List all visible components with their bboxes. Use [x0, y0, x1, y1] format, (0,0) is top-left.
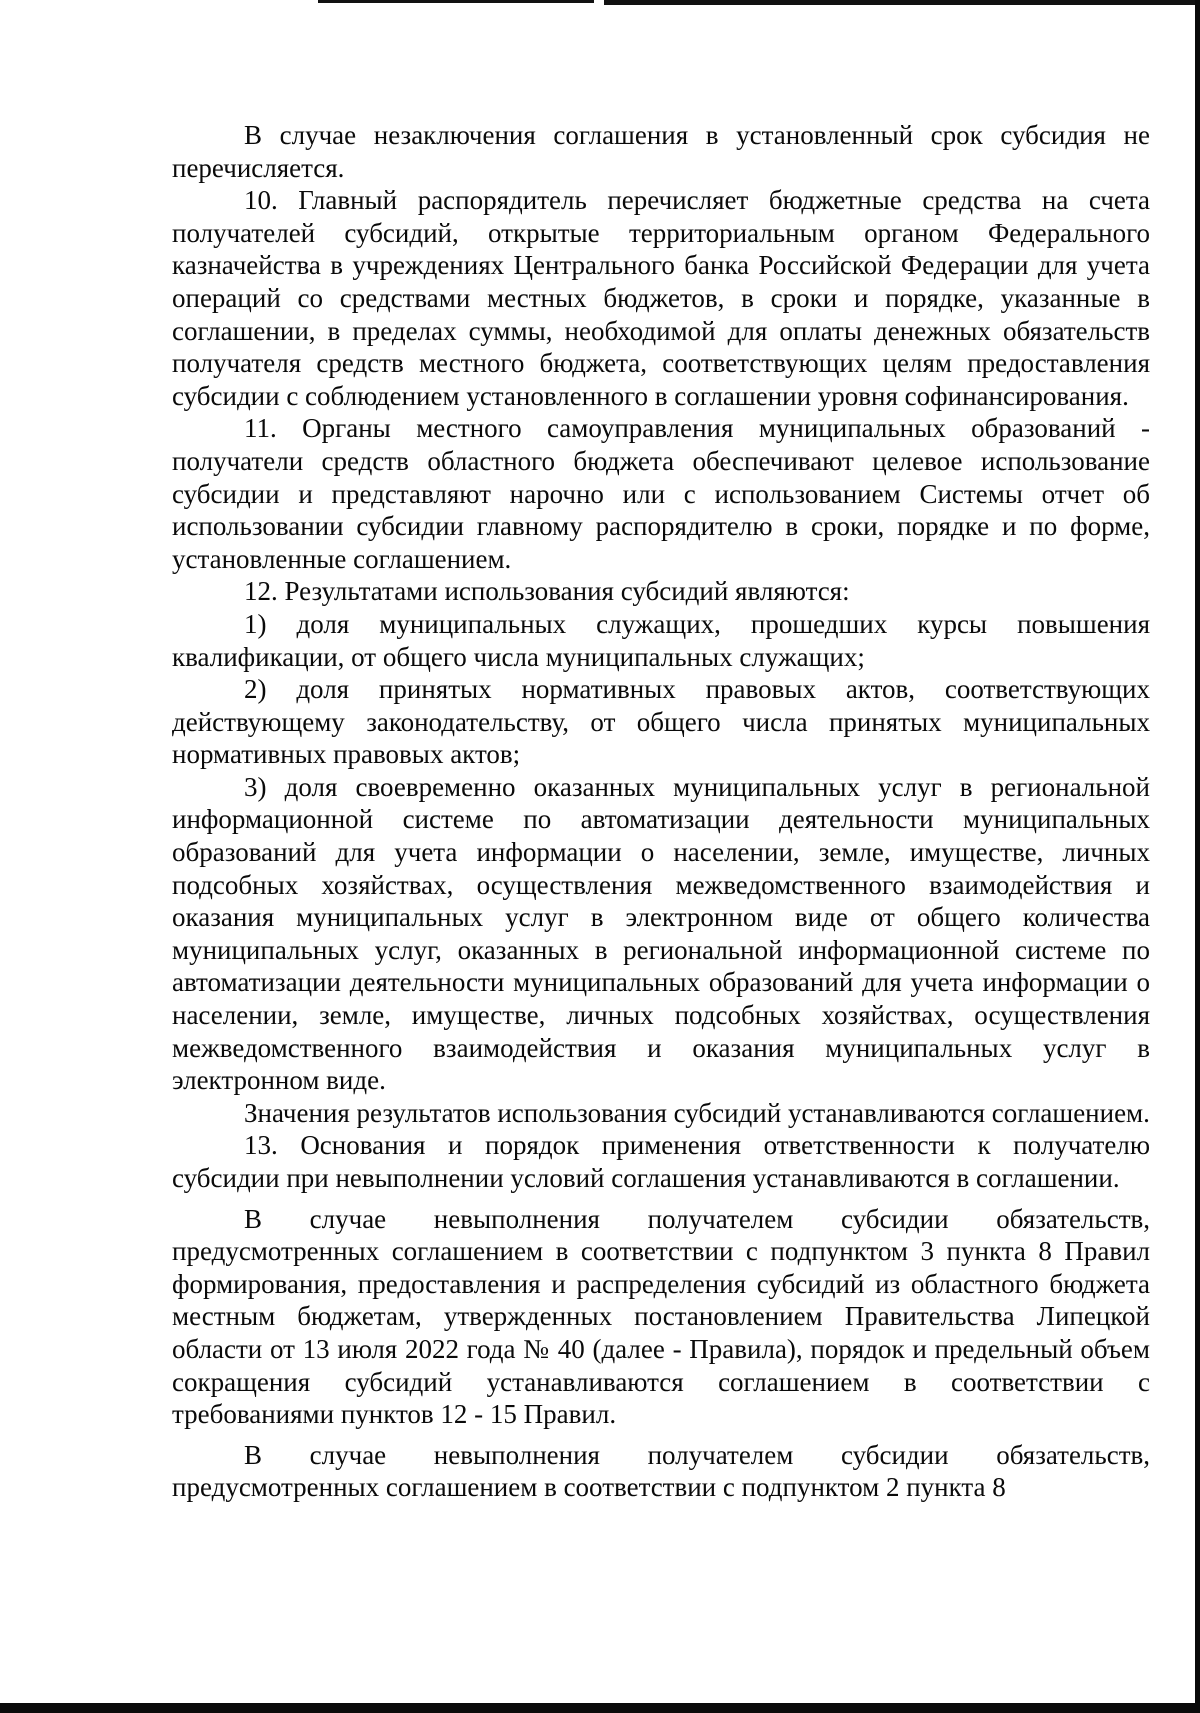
paragraph-no-agreement: В случае незаключения соглашения в установленный срок субсидия не перечисляется.: [172, 120, 1150, 183]
paragraph-10: 10. Главный распорядитель перечисляет бюджетные средства на счета получателей субсидий, открытые территориальным органом Федерального казначейства в учреждениях Центрального банка Российской Федерации для учета операций со средствами местных бюджетов, в сроки и порядке, указанные в соглашении, в пределах суммы, необходимой для оплаты денежных обязательств получателя средств местного бюджета, соответствующих целям предоставления субсидии с соблюдением установленного в соглашении уровня софинансирования.: [172, 185, 1150, 411]
paragraph-13-case-1: В случае невыполнения получателем субсидии обязательств, предусмотренных соглашением в соответствии с подпунктом 3 пункта 8 Правил формирования, предоставления и распределения субсидий из областного бюджета местным бюджетам, утвержденных постановлением Правительства Липецкой области от 13 июля 2022 года № 40 (далее - Правила), порядок и предельный объем сокращения субсидий устанавливаются соглашением в соответствии с требованиями пунктов 12 - 15 Правил.: [172, 1203, 1150, 1430]
paragraph-12-item-1: 1) доля муниципальных служащих, прошедших курсы повышения квалификации, от общего числа муниципальных служащих;: [172, 608, 1150, 672]
scan-border-top-right: [604, 0, 1200, 5]
scan-border-bottom: [0, 1703, 1200, 1713]
scan-border-right: [1195, 0, 1200, 1713]
paragraph-12-item-2: 2) доля принятых нормативных правовых актов, соответствующих действующему законодательству, от общего числа принятых муниципальных нормативных правовых актов;: [172, 674, 1150, 770]
paragraph-12-item-3: 3) доля своевременно оказанных муниципальных услуг в региональной информационной системе по автоматизации деятельности муниципальных образований для учета информации о населении, земле, имуществе, личных подсобных хозяйствах, осуществления межведомственного взаимодействия и оказания муниципальных услуг в электронном виде от общего количества муниципальных услуг, оказанных в региональной информационной системе по автоматизации деятельности муниципальных образований для учета информации о населении, земле, имуществе, личных подсобных хозяйствах, осуществления межведомственного взаимодействия и оказания муниципальных услуг в электронном виде.: [172, 771, 1150, 1096]
document-page: [172, 119, 1150, 1504]
scan-border-top-left: [318, 0, 594, 3]
paragraph-13: 13. Основания и порядок применения ответственности к получателю субсидии при невыполнении условий соглашения устанавливаются в соглашении.: [172, 1130, 1150, 1193]
paragraph-12: 12. Результатами использования субсидий являются:: [244, 576, 850, 607]
paragraph-11: 11. Органы местного самоуправления муниципальных образований - получатели средств областного бюджета обеспечивают целевое использование субсидии и представляют нарочно или с использованием Системы отчет об использовании субсидии главному распорядителю в сроки, порядке и по форме, установленные соглашением.: [172, 413, 1150, 574]
paragraph-13-case-2: В случае невыполнения получателем субсидии обязательств, предусмотренных соглашением в соответствии с подпунктом 2 пункта 8: [172, 1439, 1150, 1503]
paragraph-result-values: Значения результатов использования субсидий устанавливаются соглашением.: [244, 1097, 1150, 1128]
